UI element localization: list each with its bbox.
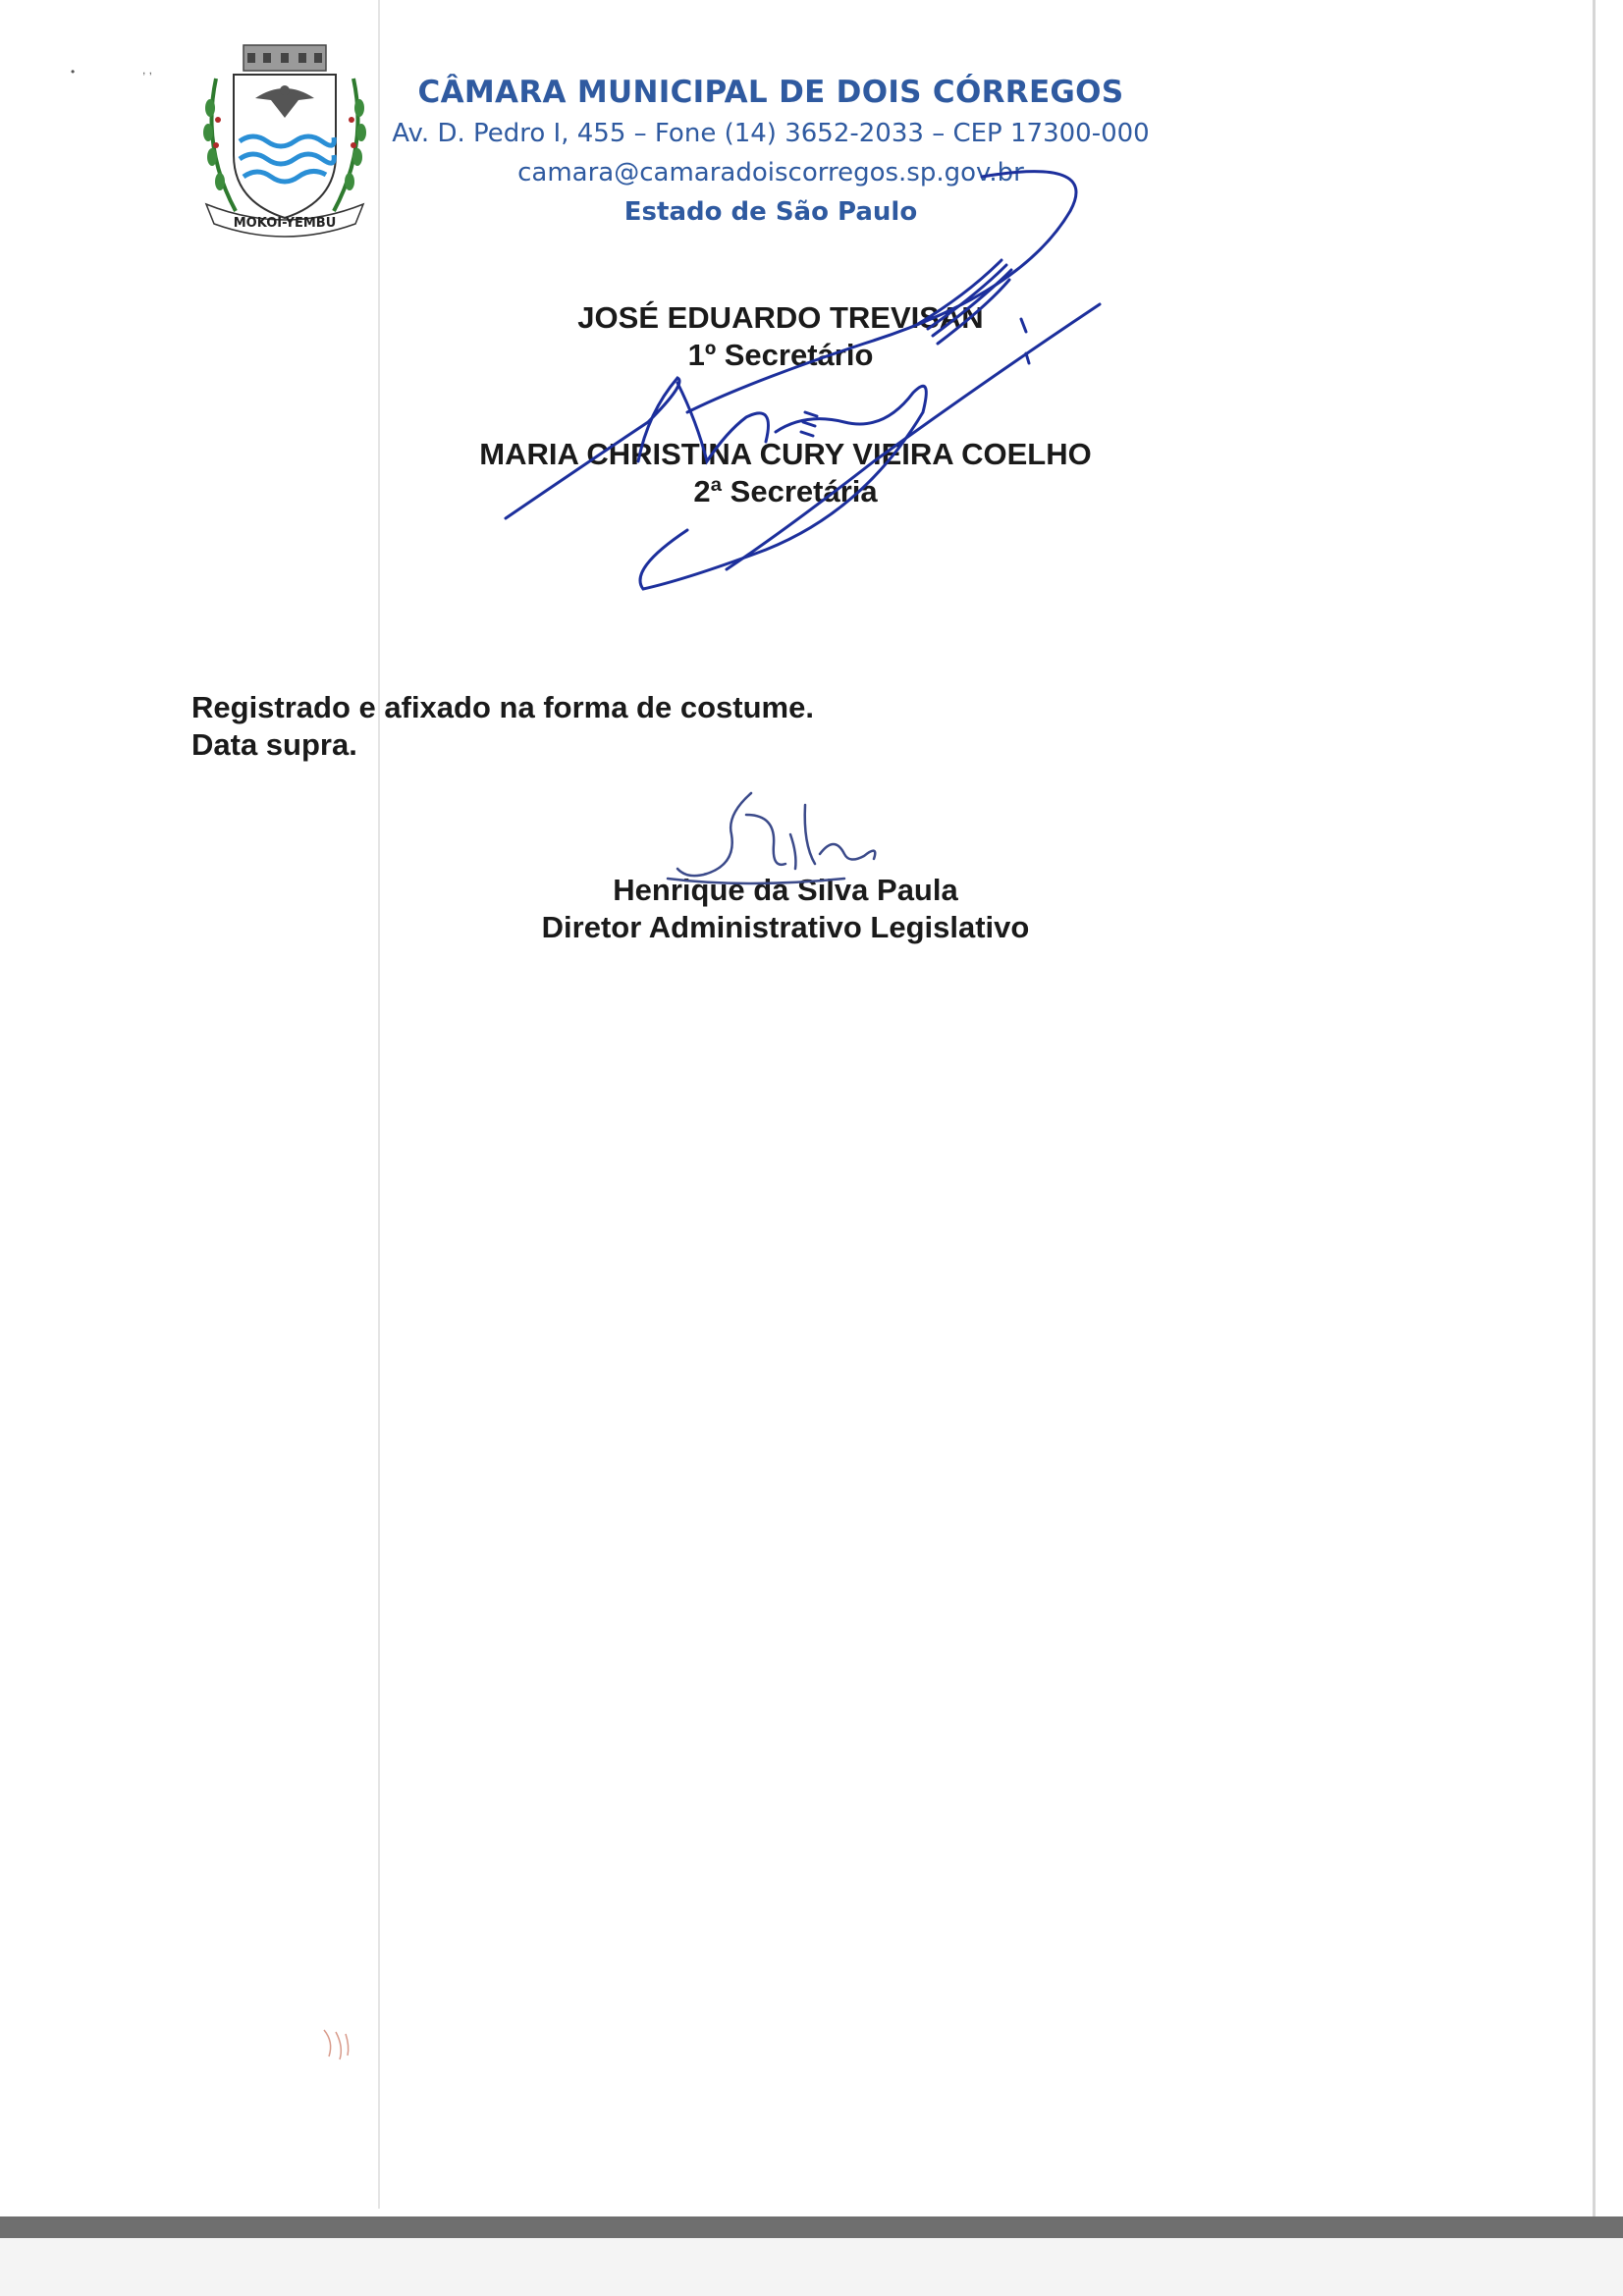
scan-fold-line [378,0,380,2209]
institution-state: Estado de São Paulo [623,197,918,227]
signatory-name: JOSÉ EDUARDO TREVISAN [577,300,984,335]
faint-stamp-mark-icon [324,2030,349,2059]
scan-dust: • [71,65,76,79]
institution-address: Av. D. Pedro I, 455 – Fone (14) 3652-2033 – CEP 17300-000 [392,119,1150,148]
director-block [486,872,1085,946]
scan-bottom-strip [0,2216,1623,2238]
director-name: Henrique da Silva Paula [613,873,958,907]
scan-page-edge [1593,0,1596,2228]
director-signature-icon [668,793,875,883]
institution-email: camara@camaradoiscorregos.sp.gov.br [517,158,1024,187]
signatory-name: MARIA CHRISTINA CURY VIEIRA COELHO [479,437,1092,471]
signatory-role: 2ª Secretária [693,474,878,508]
institution-name: CÂMARA MUNICIPAL DE DOIS CÓRREGOS [417,75,1124,110]
registration-note [191,689,814,764]
secretaries-signature-icon [506,172,1100,589]
signatory-block-1 [491,299,1070,374]
registration-date-line: Data supra. [191,727,357,762]
letterhead [373,71,1168,232]
crest-motto-text: MOKOI-YEMBU [233,216,337,231]
scan-dust: , , [142,63,153,77]
signatory-block-2 [432,436,1139,510]
signatory-role: 1º Secretário [687,338,874,372]
scan-bottom-margin [0,2238,1623,2296]
registration-line: Registrado e afixado na forma de costume. [191,690,814,724]
municipal-crest-icon [196,39,373,245]
director-role: Diretor Administrativo Legislativo [541,910,1030,944]
